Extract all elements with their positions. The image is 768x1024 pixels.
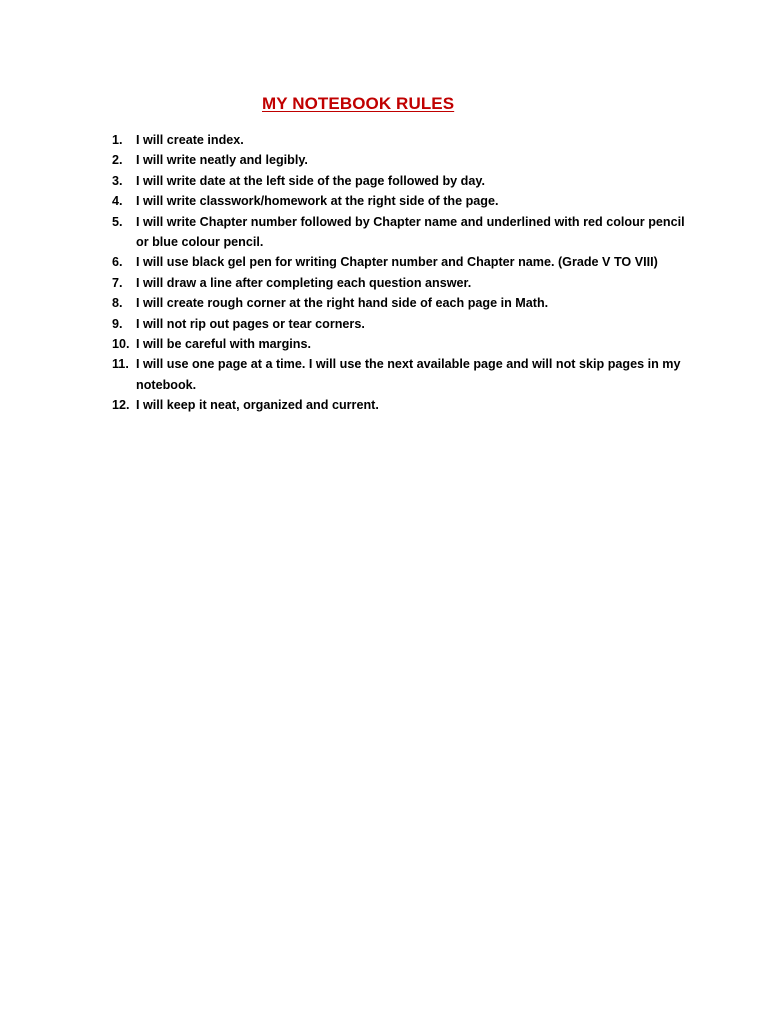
rule-item bbox=[112, 334, 692, 354]
rule-number: 8. bbox=[112, 296, 123, 311]
rules-list bbox=[112, 130, 692, 416]
page-title: MY NOTEBOOK RULES bbox=[262, 94, 455, 113]
rule-text: I will use one page at a time. I will use the next available page and will not skip pages in my notebook. bbox=[136, 357, 681, 392]
rule-number: 2. bbox=[112, 153, 123, 168]
rule-item bbox=[112, 314, 692, 334]
rule-item bbox=[112, 212, 692, 253]
rule-number: 1. bbox=[112, 133, 123, 147]
rule-text: I will write neatly and legibly. bbox=[136, 153, 308, 168]
rule-text: I will keep it neat, organized and current. bbox=[136, 398, 379, 413]
rule-text: I will use black gel pen for writing Chapter number and Chapter name. (Grade V TO VIII) bbox=[136, 255, 658, 270]
rule-item bbox=[112, 395, 692, 415]
rule-number: 7. bbox=[112, 275, 123, 290]
rule-text: I will draw a line after completing each question answer. bbox=[136, 275, 472, 290]
rule-item bbox=[112, 293, 692, 313]
rule-number: 12. bbox=[112, 398, 130, 413]
rule-number: 6. bbox=[112, 255, 123, 270]
rule-text: I will write Chapter number followed by Chapter name and underlined with red colour pencil or blue colour pencil. bbox=[136, 214, 685, 250]
rule-number: 5. bbox=[112, 214, 123, 229]
rule-number: 11. bbox=[112, 357, 129, 372]
rule-item bbox=[112, 130, 692, 150]
rule-text: I will create rough corner at the right hand side of each page in Math. bbox=[136, 296, 549, 311]
rule-item bbox=[112, 252, 692, 272]
rule-text: I will create index. bbox=[136, 133, 244, 147]
rule-item bbox=[112, 171, 692, 191]
rule-item bbox=[112, 354, 692, 395]
rule-item bbox=[112, 273, 692, 293]
rule-text: I will not rip out pages or tear corners. bbox=[136, 316, 365, 331]
rule-number: 3. bbox=[112, 173, 123, 188]
rule-number: 9. bbox=[112, 316, 123, 331]
rule-item bbox=[112, 150, 692, 170]
rule-item bbox=[112, 191, 692, 211]
rule-number: 4. bbox=[112, 194, 123, 209]
rule-text: I will write date at the left side of the page followed by day. bbox=[136, 173, 485, 188]
rule-text: I will write classwork/homework at the right side of the page. bbox=[136, 194, 499, 209]
rule-text: I will be careful with margins. bbox=[136, 337, 311, 352]
rule-number: 10. bbox=[112, 337, 130, 352]
